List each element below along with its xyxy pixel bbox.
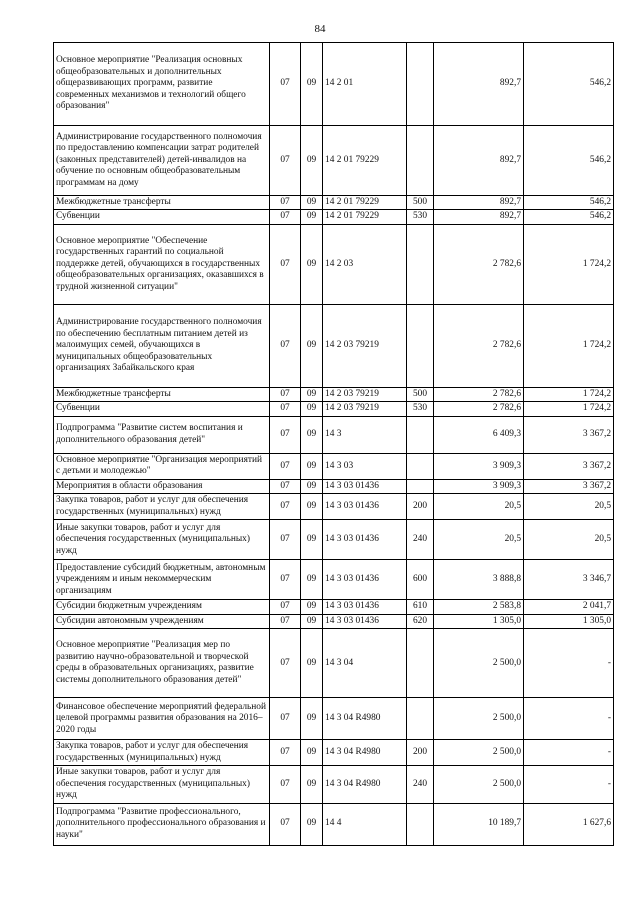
row-target-article: 14 3 04 R4980 — [323, 766, 407, 803]
row-section-code: 07 — [270, 479, 301, 493]
row-section-code: 07 — [270, 560, 301, 600]
row-target-article: 14 2 03 79219 — [323, 402, 407, 416]
row-target-article: 14 3 04 R4980 — [323, 740, 407, 766]
table-row — [54, 740, 614, 766]
row-amount-1: 2 500,0 — [434, 766, 524, 803]
row-section-code: 07 — [270, 304, 301, 387]
row-target-article: 14 2 01 79229 — [323, 196, 407, 210]
page-number: 84 — [314, 23, 326, 35]
row-expense-type — [407, 304, 434, 387]
row-subsection-code: 09 — [301, 224, 323, 304]
row-expense-type — [407, 126, 434, 196]
budget-table — [53, 42, 614, 846]
row-target-article: 14 2 03 79219 — [323, 387, 407, 401]
row-subsection-code: 09 — [301, 304, 323, 387]
row-section-code: 07 — [270, 803, 301, 845]
row-name: Иные закупки товаров, работ и услуг для обеспечения государственных (муниципальных) нужд — [54, 766, 270, 803]
row-section-code: 07 — [270, 600, 301, 614]
row-section-code: 07 — [270, 416, 301, 453]
table-row — [54, 520, 614, 560]
row-amount-2: 3 367,2 — [524, 453, 614, 479]
row-amount-2: 20,5 — [524, 494, 614, 520]
row-subsection-code: 09 — [301, 560, 323, 600]
row-expense-type: 200 — [407, 740, 434, 766]
row-amount-1: 2 500,0 — [434, 698, 524, 740]
row-section-code: 07 — [270, 210, 301, 224]
row-name: Закупка товаров, работ и услуг для обеспечения государственных (муниципальных) нужд — [54, 740, 270, 766]
row-name: Субвенции — [54, 402, 270, 416]
table-row — [54, 803, 614, 845]
row-amount-2: 1 724,2 — [524, 387, 614, 401]
row-amount-2: 546,2 — [524, 43, 614, 126]
row-amount-2: 546,2 — [524, 210, 614, 224]
row-expense-type — [407, 629, 434, 698]
row-subsection-code: 09 — [301, 387, 323, 401]
row-amount-2: - — [524, 629, 614, 698]
row-section-code: 07 — [270, 43, 301, 126]
row-target-article: 14 2 01 — [323, 43, 407, 126]
row-subsection-code: 09 — [301, 698, 323, 740]
row-subsection-code: 09 — [301, 402, 323, 416]
row-section-code: 07 — [270, 224, 301, 304]
row-section-code: 07 — [270, 126, 301, 196]
row-amount-2: - — [524, 740, 614, 766]
row-subsection-code: 09 — [301, 766, 323, 803]
row-amount-1: 3 909,3 — [434, 453, 524, 479]
row-subsection-code: 09 — [301, 43, 323, 126]
row-target-article: 14 3 — [323, 416, 407, 453]
row-expense-type: 620 — [407, 614, 434, 628]
row-subsection-code: 09 — [301, 600, 323, 614]
row-name: Основное мероприятие "Обеспечение государственных гарантий по социальной поддержке детей, обучающихся в государственных общеобразовательных организациях, оказавшихся в трудной жизненной ситуации" — [54, 224, 270, 304]
row-expense-type — [407, 416, 434, 453]
table-row — [54, 766, 614, 803]
row-amount-2: - — [524, 766, 614, 803]
row-amount-2: 3 346,7 — [524, 560, 614, 600]
table-row — [54, 402, 614, 416]
row-name: Субсидии автономным учреждениям — [54, 614, 270, 628]
row-name: Иные закупки товаров, работ и услуг для обеспечения государственных (муниципальных) нужд — [54, 520, 270, 560]
row-expense-type — [407, 453, 434, 479]
row-subsection-code: 09 — [301, 494, 323, 520]
row-section-code: 07 — [270, 698, 301, 740]
row-expense-type — [407, 698, 434, 740]
row-amount-2: 1 724,2 — [524, 224, 614, 304]
row-amount-1: 1 305,0 — [434, 614, 524, 628]
row-name: Мероприятия в области образования — [54, 479, 270, 493]
row-section-code: 07 — [270, 453, 301, 479]
row-target-article: 14 3 03 01436 — [323, 520, 407, 560]
row-amount-1: 892,7 — [434, 196, 524, 210]
row-subsection-code: 09 — [301, 196, 323, 210]
row-target-article: 14 3 03 01436 — [323, 614, 407, 628]
row-target-article: 14 3 03 01436 — [323, 494, 407, 520]
row-amount-1: 3 909,3 — [434, 479, 524, 493]
row-section-code: 07 — [270, 520, 301, 560]
row-subsection-code: 09 — [301, 803, 323, 845]
row-subsection-code: 09 — [301, 740, 323, 766]
row-section-code: 07 — [270, 196, 301, 210]
row-section-code: 07 — [270, 402, 301, 416]
row-target-article: 14 2 03 — [323, 224, 407, 304]
row-name: Финансовое обеспечение мероприятий федеральной целевой программы развития образования на 2016–2020 годы — [54, 698, 270, 740]
row-amount-2: 3 367,2 — [524, 416, 614, 453]
row-name: Предоставление субсидий бюджетным, автономным учреждениям и иным некоммерческим организациям — [54, 560, 270, 600]
row-expense-type: 600 — [407, 560, 434, 600]
row-amount-2: 1 724,2 — [524, 304, 614, 387]
table-row — [54, 600, 614, 614]
row-name: Подпрограмма "Развитие систем воспитания и дополнительного образования детей" — [54, 416, 270, 453]
row-expense-type: 200 — [407, 494, 434, 520]
row-amount-2: - — [524, 698, 614, 740]
row-expense-type — [407, 803, 434, 845]
row-subsection-code: 09 — [301, 629, 323, 698]
row-section-code: 07 — [270, 766, 301, 803]
row-section-code: 07 — [270, 629, 301, 698]
row-amount-1: 2 500,0 — [434, 740, 524, 766]
row-target-article: 14 2 03 79219 — [323, 304, 407, 387]
row-expense-type: 500 — [407, 196, 434, 210]
row-expense-type: 240 — [407, 766, 434, 803]
table-row — [54, 43, 614, 126]
row-target-article: 14 3 03 01436 — [323, 479, 407, 493]
row-name: Основное мероприятие "Реализация основных общеобразовательных и дополнительных общеразвивающих программ, развитие современных механизмов и технологий общего образования" — [54, 43, 270, 126]
row-expense-type: 530 — [407, 210, 434, 224]
row-name: Основное мероприятие "Организация мероприятий с детьми и молодежью" — [54, 453, 270, 479]
row-subsection-code: 09 — [301, 520, 323, 560]
table-row — [54, 126, 614, 196]
row-amount-1: 2 500,0 — [434, 629, 524, 698]
table-row — [54, 614, 614, 628]
row-amount-2: 546,2 — [524, 126, 614, 196]
row-amount-2: 546,2 — [524, 196, 614, 210]
row-amount-2: 2 041,7 — [524, 600, 614, 614]
row-target-article: 14 3 03 — [323, 453, 407, 479]
row-amount-2: 1 305,0 — [524, 614, 614, 628]
row-amount-1: 892,7 — [434, 43, 524, 126]
row-expense-type — [407, 224, 434, 304]
row-amount-1: 2 782,6 — [434, 304, 524, 387]
row-name: Закупка товаров, работ и услуг для обеспечения государственных (муниципальных) нужд — [54, 494, 270, 520]
row-amount-1: 892,7 — [434, 126, 524, 196]
row-expense-type — [407, 479, 434, 493]
table-row — [54, 479, 614, 493]
row-amount-1: 2 782,6 — [434, 387, 524, 401]
row-subsection-code: 09 — [301, 453, 323, 479]
row-amount-1: 3 888,8 — [434, 560, 524, 600]
row-expense-type — [407, 43, 434, 126]
row-expense-type: 610 — [407, 600, 434, 614]
row-amount-1: 20,5 — [434, 520, 524, 560]
row-name: Основное мероприятие "Реализация мер по развитию научно-образовательной и творческой среды в образовательных организациях, развитие системы дополнительного образования детей" — [54, 629, 270, 698]
row-name: Субсидии бюджетным учреждениям — [54, 600, 270, 614]
row-amount-2: 1 627,6 — [524, 803, 614, 845]
row-amount-2: 3 367,2 — [524, 479, 614, 493]
row-amount-1: 892,7 — [434, 210, 524, 224]
table-row — [54, 304, 614, 387]
row-expense-type: 240 — [407, 520, 434, 560]
row-subsection-code: 09 — [301, 416, 323, 453]
table-row — [54, 416, 614, 453]
row-amount-1: 6 409,3 — [434, 416, 524, 453]
row-target-article: 14 2 01 79229 — [323, 210, 407, 224]
row-target-article: 14 3 03 01436 — [323, 600, 407, 614]
row-target-article: 14 3 03 01436 — [323, 560, 407, 600]
row-expense-type: 500 — [407, 387, 434, 401]
table-row — [54, 560, 614, 600]
row-name: Администрирование государственного полномочия по обеспечению бесплатным питанием детей из малоимущих семей, обучающихся в муниципальных общеобразовательных организациях Забайкальского края — [54, 304, 270, 387]
row-section-code: 07 — [270, 494, 301, 520]
row-amount-2: 1 724,2 — [524, 402, 614, 416]
row-target-article: 14 2 01 79229 — [323, 126, 407, 196]
row-amount-1: 2 782,6 — [434, 402, 524, 416]
table-row — [54, 224, 614, 304]
row-amount-1: 10 189,7 — [434, 803, 524, 845]
row-subsection-code: 09 — [301, 479, 323, 493]
table-row — [54, 387, 614, 401]
table-row — [54, 494, 614, 520]
table-row — [54, 629, 614, 698]
table-row — [54, 196, 614, 210]
row-section-code: 07 — [270, 614, 301, 628]
row-subsection-code: 09 — [301, 210, 323, 224]
row-name: Межбюджетные трансферты — [54, 387, 270, 401]
row-expense-type: 530 — [407, 402, 434, 416]
row-amount-1: 2 782,6 — [434, 224, 524, 304]
row-amount-1: 2 583,8 — [434, 600, 524, 614]
row-target-article: 14 4 — [323, 803, 407, 845]
row-name: Администрирование государственного полномочия по предоставлению компенсации затрат родителей (законных представителей) детей-инвалидов на обучение по основным общеобразовательным программам на дому — [54, 126, 270, 196]
row-section-code: 07 — [270, 740, 301, 766]
row-amount-1: 20,5 — [434, 494, 524, 520]
table-row — [54, 453, 614, 479]
table-row — [54, 698, 614, 740]
row-target-article: 14 3 04 R4980 — [323, 698, 407, 740]
table-row — [54, 210, 614, 224]
row-target-article: 14 3 04 — [323, 629, 407, 698]
row-subsection-code: 09 — [301, 126, 323, 196]
row-section-code: 07 — [270, 387, 301, 401]
row-name: Подпрограмма "Развитие профессионального, дополнительного профессионального образования и науки" — [54, 803, 270, 845]
row-subsection-code: 09 — [301, 614, 323, 628]
row-amount-2: 20,5 — [524, 520, 614, 560]
row-name: Субвенции — [54, 210, 270, 224]
budget-table-body — [54, 43, 614, 846]
row-name: Межбюджетные трансферты — [54, 196, 270, 210]
